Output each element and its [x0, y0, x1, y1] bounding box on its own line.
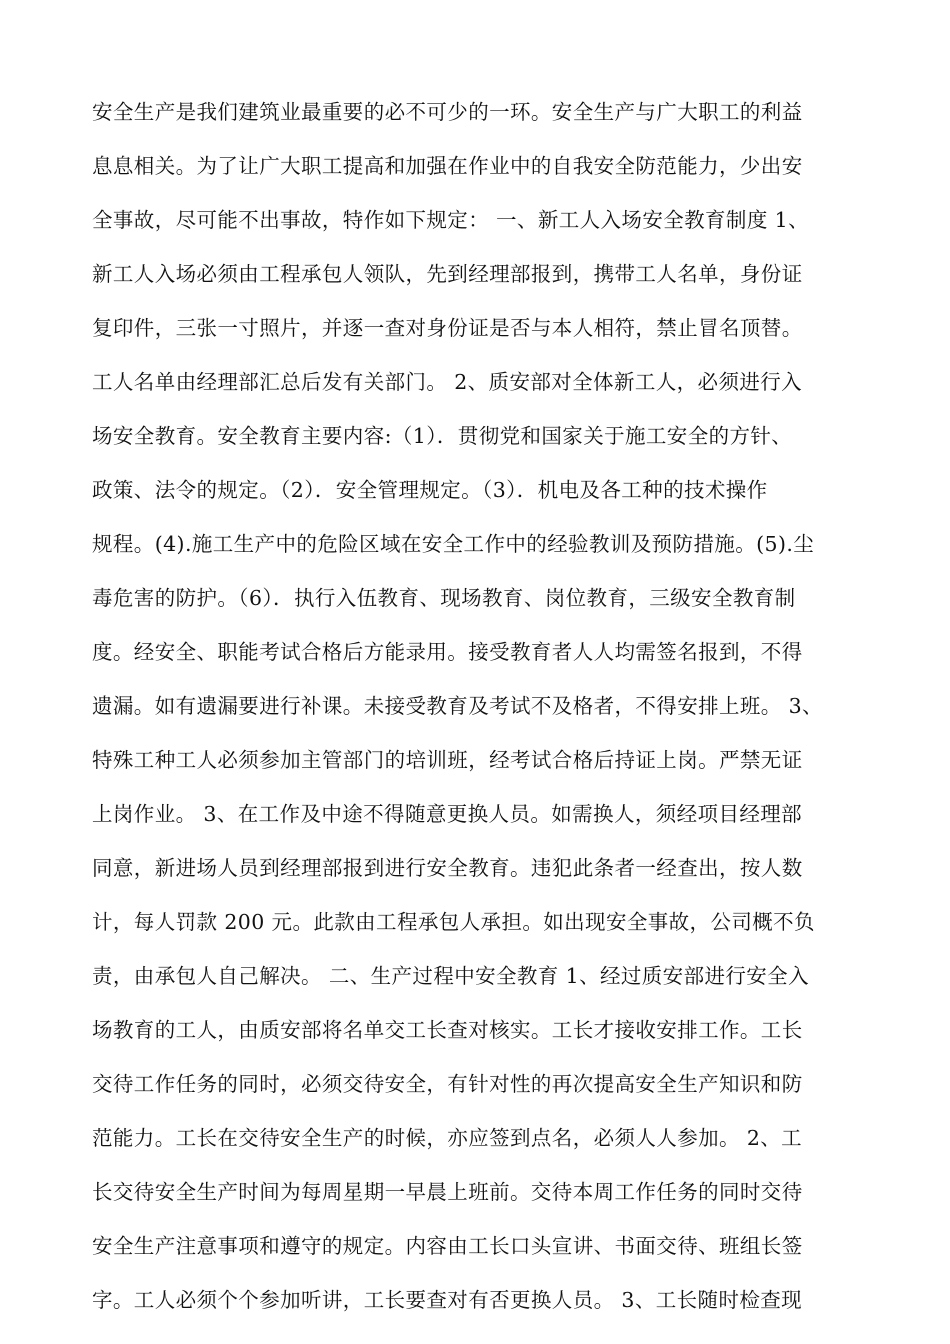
text-line: 遗漏。如有遗漏要进行补课。未接受教育及考试不及格者，不得安排上班。 3、: [92, 694, 823, 718]
text-line: 特殊工种工人必须参加主管部门的培训班，经考试合格后持证上岗。严禁无证: [92, 748, 803, 772]
text-line: 场教育的工人，由质安部将名单交工长查对核实。工长才接收安排工作。工长: [92, 1018, 803, 1042]
text-line: 字。工人必须个个参加听讲，工长要查对有否更换人员。 3、工长随时检查现: [92, 1288, 803, 1312]
body-paragraph: [92, 85, 872, 1327]
text-line: 上岗作业。 3、在工作及中途不得随意更换人员。如需换人，须经项目经理部: [92, 802, 803, 826]
text-line: 度。经安全、职能考试合格后方能录用。接受教育者人人均需签名报到，不得: [92, 640, 803, 664]
text-line: 安全生产是我们建筑业最重要的必不可少的一环。安全生产与广大职工的利益: [92, 100, 803, 124]
text-line: 同意，新进场人员到经理部报到进行安全教育。违犯此条者一经查出，按人数: [92, 856, 803, 880]
text-line: 长交待安全生产时间为每周星期一早晨上班前。交待本周工作任务的同时交待: [92, 1180, 803, 1204]
text-line: 计，每人罚款 200 元。此款由工程承包人承担。如出现安全事故，公司概不负: [92, 910, 815, 934]
text-line: 规程。(4).施工生产中的危险区域在安全工作中的经验教训及预防措施。(5).尘: [92, 532, 815, 556]
text-line: 场安全教育。安全教育主要内容:（1）．贯彻党和国家关于施工安全的方针、: [92, 424, 793, 448]
text-line: 全事故，尽可能不出事故，特作如下规定： 一、新工人入场安全教育制度 1、: [92, 208, 809, 232]
text-line: 新工人入场必须由工程承包人领队，先到经理部报到，携带工人名单，身份证: [92, 262, 803, 286]
text-line: 息息相关。为了让广大职工提高和加强在作业中的自我安全防范能力，少出安: [92, 154, 803, 178]
text-line: 安全生产注意事项和遵守的规定。内容由工长口头宣讲、书面交待、班组长签: [92, 1234, 803, 1258]
text-line: 交待工作任务的同时，必须交待安全，有针对性的再次提高安全生产知识和防: [92, 1072, 803, 1096]
text-line: 毒危害的防护。（6）．执行入伍教育、现场教育、岗位教育，三级安全教育制: [92, 586, 796, 610]
text-line: 政策、法令的规定。（2）．安全管理规定。（3）．机电及各工种的技术操作: [92, 478, 768, 502]
text-line: 范能力。工长在交待安全生产的时候，亦应签到点名，必须人人参加。 2、工: [92, 1126, 803, 1150]
text-line: 工人名单由经理部汇总后发有关部门。 2、质安部对全体新工人，必须进行入: [92, 370, 803, 394]
text-line: 责，由承包人自己解决。 二、生产过程中安全教育 1、经过质安部进行安全入: [92, 964, 809, 988]
text-line: 复印件，三张一寸照片，并逐一查对身份证是否与本人相符，禁止冒名顶替。: [92, 316, 803, 340]
